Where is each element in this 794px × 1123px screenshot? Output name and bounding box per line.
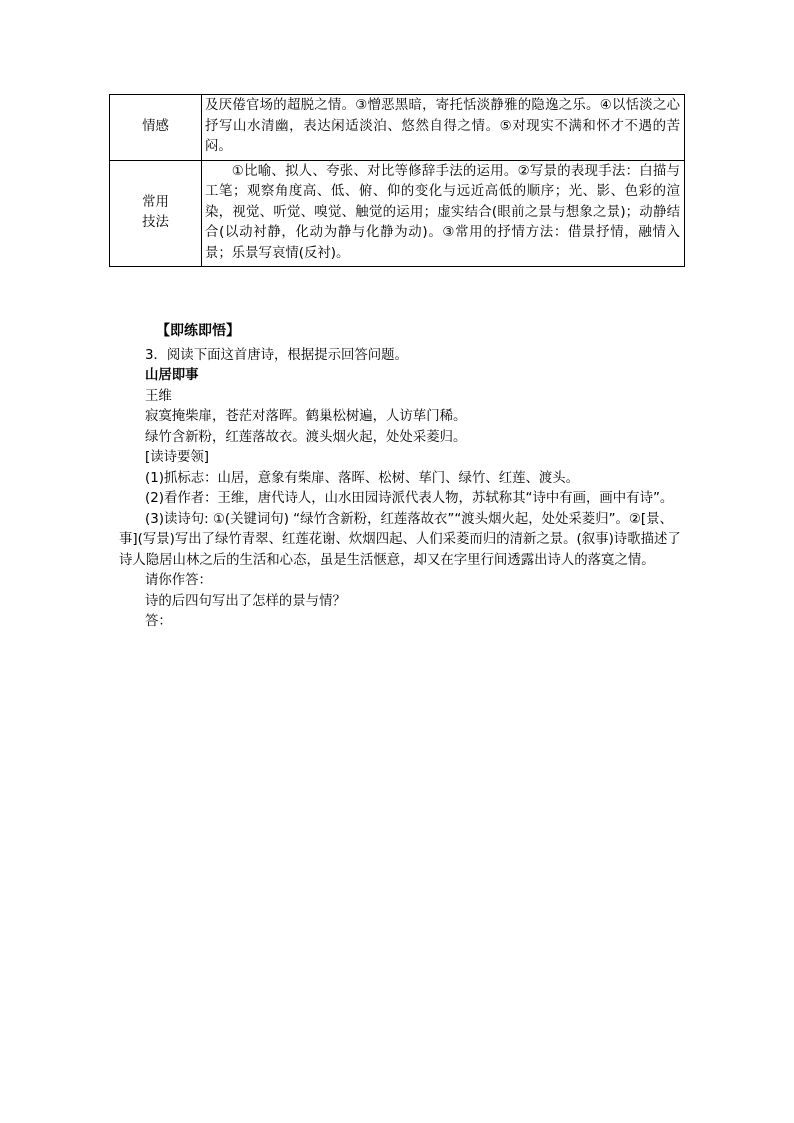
answer-prompt: 请你作答： (145, 573, 212, 588)
question-text: 3．阅读下面这首唐诗，根据提示回答问题。 (145, 347, 408, 363)
row-header-line: 常用 (142, 194, 169, 210)
guide-item: (2)看作者：王维，唐代诗人，山水田园诗派代表人物，苏轼称其“诗中有画，画中有诗”。 (145, 491, 674, 506)
table-row (110, 160, 685, 267)
row-header-line: 技法 (142, 215, 169, 231)
section-title: 【即练即悟】 (156, 323, 240, 339)
row-content-technique: ①比喻、拟人、夸张、对比等修辞手法的运用。②写景的表现手法：白描与工笔；观察角度高、低、俯、仰的变化与远近高低的顺序；光、影、色彩的渲染，视觉、听觉、嗅觉、触觉的运用；虚实结合(眼前之景与想象之景)；动静结合(以动衬静，化动为静与化静为动)。③常用的抒情方法：借景抒情，融情入景；乐景写哀情(反衬)。 (202, 160, 685, 267)
poem-line: 寂寞掩柴扉，苍茫对落晖。鹤巢松树遍，人访荜门稀。 (145, 409, 467, 424)
row-header-technique (110, 160, 202, 267)
answer-label: 答： (145, 614, 172, 629)
poetry-summary-table (109, 94, 685, 267)
poem-title: 山居即事 (145, 368, 199, 383)
row-header-line: 情感 (142, 119, 169, 134)
row-header-emotion (110, 95, 202, 161)
table-row (110, 95, 685, 161)
poem-line: 绿竹含新粉，红莲落故衣。渡头烟火起，处处采菱归。 (145, 429, 467, 445)
practice-section (119, 321, 690, 633)
poem-author: 王维 (145, 388, 172, 404)
guide-item: (3)读诗句: ①(关键词句) “绿竹含新粉，红莲落故衣”“渡头烟火起，处处采菱归”。②[景、事](写景)写出了绿竹青翠、红莲花谢、炊烟四起、人们采菱而归的清新之景。(叙事)诗歌描述了诗人隐居山林之后的生活和心态，虽是生活惬意，却又在字里行间透露出诗人的落寞之情。 (119, 511, 681, 568)
guide-item: (1)抓标志：山居，意象有柴扉、落晖、松树、荜门、绿竹、红莲、渡头。 (145, 470, 580, 486)
guide-title: [读诗要领] (145, 450, 210, 465)
row-content-emotion: 及厌倦官场的超脱之情。③憎恶黑暗，寄托恬淡静雅的隐逸之乐。④以恬淡之心抒写山水清幽，表达闲适淡泊、悠然自得之情。⑤对现实不满和怀才不遇的苦闷。 (202, 95, 685, 161)
answer-question: 诗的后四句写出了怎样的景与情？ (145, 593, 346, 609)
